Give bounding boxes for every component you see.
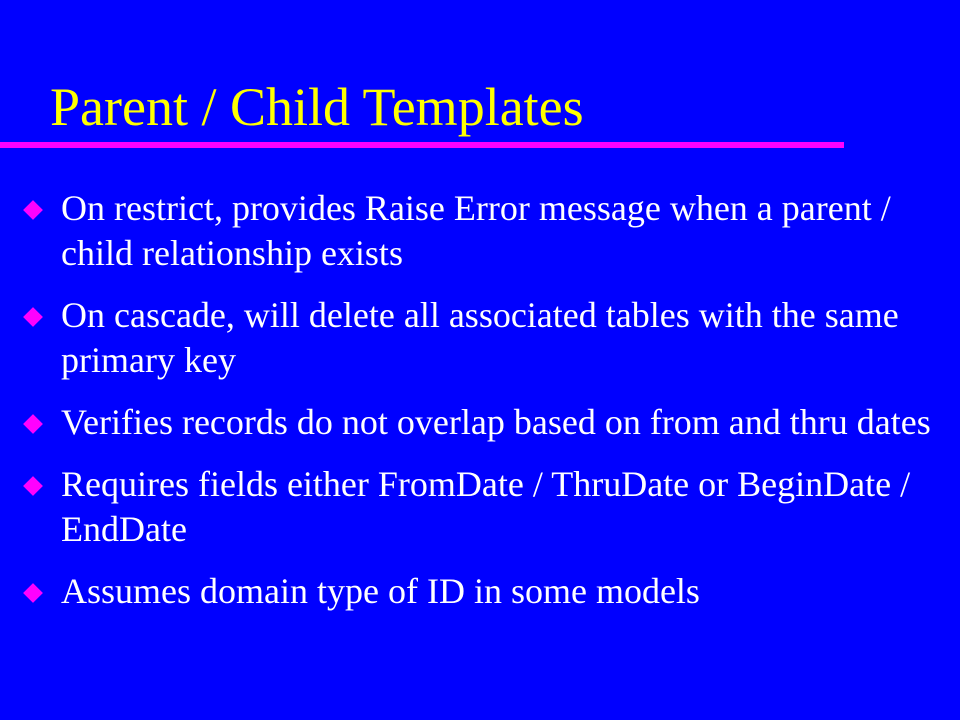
bullet-item	[26, 186, 936, 276]
diamond-bullet-icon	[23, 414, 43, 434]
bullet-item	[26, 569, 936, 614]
title-underline	[0, 142, 844, 148]
bullet-text: On restrict, provides Raise Error message when a parent / child relationship exists	[61, 188, 891, 273]
bullet-list	[26, 186, 936, 631]
bullet-text: Assumes domain type of ID in some models	[61, 571, 700, 611]
bullet-item	[26, 293, 936, 383]
diamond-bullet-icon	[23, 583, 43, 603]
bullet-text: On cascade, will delete all associated tables with the same primary key	[61, 295, 899, 380]
bullet-item	[26, 462, 936, 552]
bullet-text: Requires fields either FromDate / ThruDate or BeginDate / EndDate	[61, 464, 911, 549]
slide-title: Parent / Child Templates	[50, 77, 584, 137]
bullet-item	[26, 400, 936, 445]
diamond-bullet-icon	[23, 200, 43, 220]
bullet-text: Verifies records do not overlap based on from and thru dates	[61, 402, 931, 442]
diamond-bullet-icon	[23, 476, 43, 496]
diamond-bullet-icon	[23, 307, 43, 327]
